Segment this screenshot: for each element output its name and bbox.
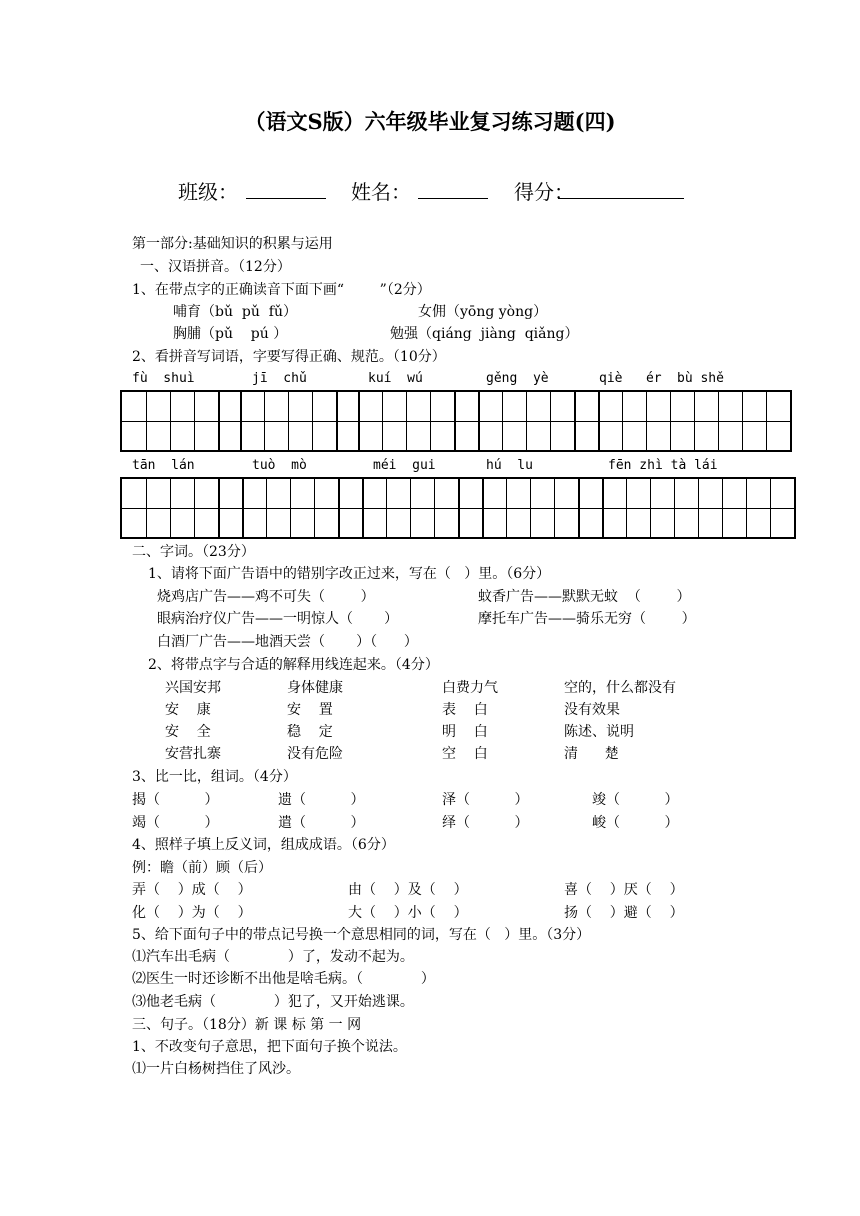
name-blank[interactable] [418, 198, 488, 199]
pinyin-label: hú lu [486, 458, 533, 473]
ad-item: 摩托车广告——骑乐无穷（ ） [478, 611, 696, 627]
class-label: 班级： [178, 180, 238, 204]
sentence-item: ⑵医生一时还诊断不出他是啥毛病。（ ） [132, 971, 435, 987]
compare-item: 峻（ ） [592, 815, 679, 831]
match-word: 白费力气 [442, 680, 498, 696]
name-label: 姓名： [351, 180, 411, 204]
idiom-item: 扬（ ）避（ ） [564, 905, 684, 921]
question-text: 4、照样子填上反义词，组成成语。（6分） [132, 837, 395, 853]
match-word: 明 白 [442, 724, 488, 740]
ad-item: 蚊香广告——默默无蚊 （ ） [478, 589, 691, 605]
match-word: 安 康 [165, 702, 211, 718]
question-text: 2、看拼音写词语，字要写得正确、规范。（10分） [132, 349, 446, 365]
match-meaning: 身体健康 [287, 680, 343, 696]
compare-item: 遗（ ） [278, 792, 365, 808]
compare-item: 竭（ ） [132, 815, 219, 831]
section-heading: 一、汉语拼音。（12分） [140, 259, 291, 275]
match-word: 安营扎寨 [165, 746, 221, 762]
compare-item: 遣（ ） [278, 815, 365, 831]
question-text: 2、将带点字与合适的解释用线连起来。（4分） [148, 657, 439, 673]
compare-item: 揭（ ） [132, 792, 219, 808]
ad-item: 烧鸡店广告——鸡不可失（ ） [157, 589, 375, 605]
example-text: 例：瞻（前）顾（后） [132, 860, 272, 876]
question-text: 1、在带点字的正确读音下面下画“ ”（2分） [132, 282, 431, 298]
match-meaning: 稳 定 [287, 724, 333, 740]
class-blank[interactable] [246, 198, 326, 199]
idiom-item: 由（ ）及（ ） [348, 882, 468, 898]
idiom-item: 化（ ）为（ ） [132, 905, 252, 921]
pinyin-label: tuò mò [252, 458, 307, 473]
writing-grid[interactable] [120, 477, 796, 539]
page-title: （语文S版）六年级毕业复习练习题(四) [244, 109, 616, 134]
part-heading: 第一部分:基础知识的积累与运用 [132, 236, 333, 252]
pinyin-label: fù shuì [132, 371, 195, 386]
sentence-item: ⑶他老毛病（ ）犯了，又开始逃课。 [132, 994, 414, 1010]
pinyin-label: qiè ér [599, 371, 662, 386]
section-heading: 三、句子。（18分）新 课 标 第 一 网 [132, 1017, 362, 1033]
pinyin-label: bù shě [677, 371, 724, 386]
pinyin-label: fēn zhì tà lái [608, 458, 718, 473]
question-text: 3、比一比，组词。（4分） [132, 769, 297, 785]
match-meaning: 陈述、说明 [564, 724, 634, 740]
pinyin-label: méi gui [373, 458, 436, 473]
pinyin-choice: 勉强（qiáng jiàng qiǎng） [390, 326, 579, 342]
match-meaning: 空的，什么都没有 [564, 680, 676, 696]
pinyin-choice: 女佣（yōng yòng） [418, 304, 548, 320]
match-word: 安 全 [165, 724, 211, 740]
match-meaning: 安 置 [287, 702, 333, 718]
match-word: 表 白 [442, 702, 488, 718]
pinyin-label: gěng yè [486, 371, 549, 386]
compare-item: 绎（ ） [442, 815, 529, 831]
match-word: 空 白 [442, 746, 488, 762]
pinyin-choice: 哺育（bǔ pǔ fǔ） [173, 304, 297, 320]
idiom-item: 大（ ）小（ ） [348, 905, 468, 921]
ad-item: 眼病治疗仪广告——一明惊人（ ） [157, 611, 399, 627]
pinyin-label: tān lán [132, 458, 195, 473]
match-meaning: 清 楚 [564, 746, 619, 762]
score-label: 得分： [514, 180, 574, 204]
question-text: 1、请将下面广告语中的错别字改正过来，写在（ ）里。（6分） [148, 566, 551, 582]
compare-item: 竣（ ） [592, 792, 679, 808]
question-text: 5、给下面句子中的带点记号换一个意思相同的词，写在（ ）里。（3分） [132, 927, 591, 943]
idiom-item: 弄（ ）成（ ） [132, 882, 252, 898]
match-meaning: 没有效果 [564, 702, 620, 718]
pinyin-label: jī chǔ [252, 371, 307, 386]
match-word: 兴国安邦 [165, 680, 221, 696]
sentence-item: ⑴汽车出毛病（ ）了，发动不起为。 [132, 949, 414, 965]
question-text: 1、不改变句子意思，把下面句子换个说法。 [132, 1039, 407, 1055]
sentence-item: ⑴一片白杨树挡住了风沙。 [132, 1061, 300, 1077]
ad-item: 白酒厂广告——地酒天尝（ ）（ ） [157, 634, 418, 650]
pinyin-choice: 胸脯（pǔ pú ） [173, 326, 288, 342]
idiom-item: 喜（ ）厌（ ） [564, 882, 684, 898]
match-meaning: 没有危险 [287, 746, 343, 762]
section-heading: 二、字词。（23分） [132, 544, 255, 560]
writing-grid[interactable] [120, 390, 792, 452]
score-blank[interactable] [558, 198, 684, 199]
compare-item: 泽（ ） [442, 792, 529, 808]
pinyin-label: kuí wú [368, 371, 423, 386]
